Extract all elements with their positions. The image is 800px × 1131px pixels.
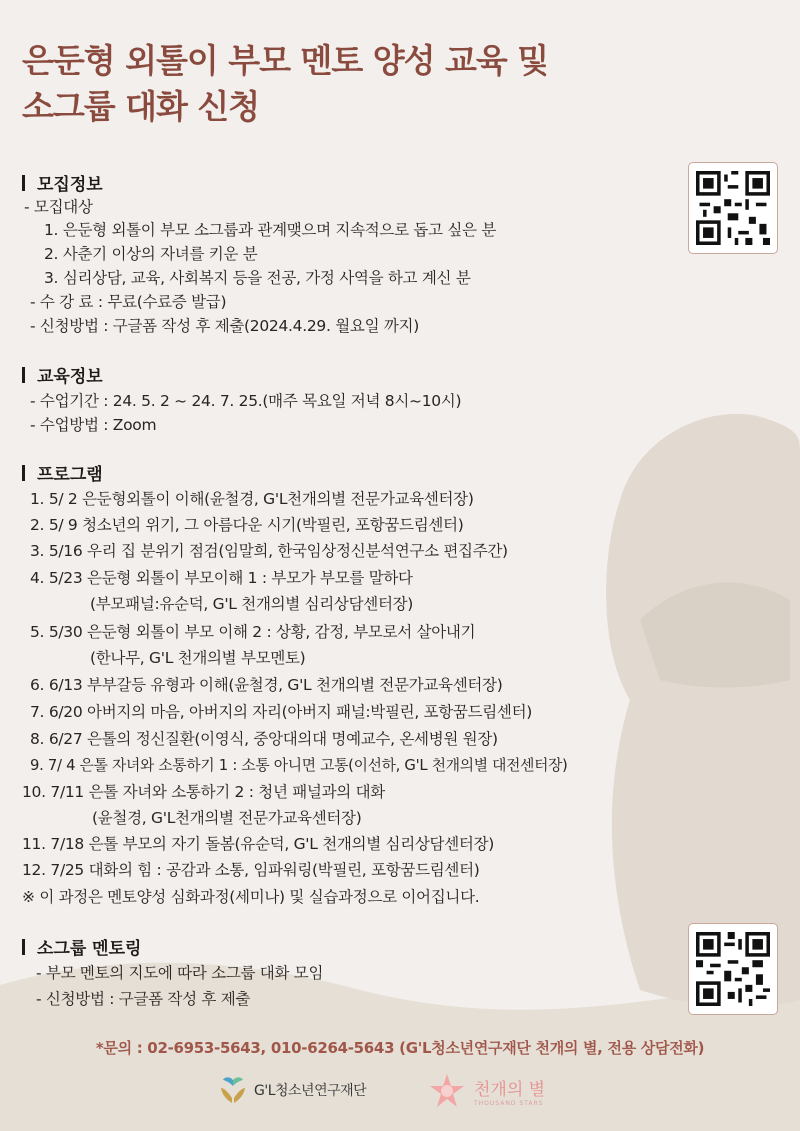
program-heading: [22, 460, 103, 485]
thousand-stars-logo: [428, 1072, 545, 1110]
recruit-apply: - 신청방법 : 구글폼 작성 후 제출(2024.4.29. 월요일 까지): [30, 317, 419, 335]
title-line-2: 소그룹 대화 신청: [22, 87, 260, 126]
program-item: 1. 5/ 2 은둔형외톨이 이해(윤철경, G'L천개의별 전문가교육센터장): [30, 490, 474, 508]
title-line-1: 은둔형 외톨이 부모 멘토 양성 교육 및: [22, 41, 549, 80]
qr-code-icon: [696, 932, 770, 1006]
program-item-detail: (부모패널:유순덕, G'L 천개의별 심리상담센터장): [90, 595, 414, 613]
mentoring-heading-text: 소그룹 멘토링: [37, 939, 142, 959]
program-item: 6. 6/13 부부갈등 유형과 이해(윤철경, G'L 천개의별 전문가교육센터장): [30, 676, 503, 694]
program-item: 3. 5/16 우리 집 분위기 점검(임말희, 한국임상정신분석연구소 편집주간): [30, 542, 508, 560]
page-title: [22, 38, 722, 130]
heading-bar: [22, 367, 25, 383]
recruit-target-3: 3. 심리상담, 교육, 사회복지 등을 전공, 가정 사역을 하고 계신 분: [44, 269, 471, 287]
hands-leaf-icon: [218, 1076, 248, 1104]
program-item: 8. 6/27 은톨의 정신질환(이영식, 중앙대의대 명예교수, 온세병원 원장): [30, 730, 498, 748]
mentoring-heading: [22, 934, 141, 959]
program-item: 4. 5/23 은둔형 외톨이 부모이해 1 : 부모가 부모를 말하다: [30, 569, 413, 587]
star-icon: [428, 1072, 466, 1110]
education-heading-text: 교육정보: [37, 367, 103, 387]
qr-code-recruit[interactable]: [688, 162, 778, 254]
program-item: 5. 5/30 은둔형 외톨이 부모 이해 2 : 상황, 감정, 부모로서 살아내기: [30, 623, 476, 641]
mentoring-line: - 신청방법 : 구글폼 작성 후 제출: [36, 990, 251, 1008]
contact-info: *문의 : 02-6953-5643, 010-6264-5643 (G'L청소년연구재단 천개의 별, 전용 상담전화): [95, 1039, 705, 1057]
foundation-name: G'L청소년연구재단: [254, 1083, 367, 1099]
heading-bar: [22, 175, 25, 191]
program-heading-text: 프로그램: [37, 465, 103, 485]
education-period: - 수업기간 : 24. 5. 2 ~ 24. 7. 25.(매주 목요일 저녁 8시~10시): [30, 392, 462, 410]
program-item: 2. 5/ 9 청소년의 위기, 그 아름다운 시기(박필린, 포항꿈드림센터): [30, 516, 464, 534]
qr-code-mentoring[interactable]: [688, 923, 778, 1015]
recruit-target-label: - 모집대상: [24, 198, 93, 216]
program-item: 9. 7/ 4 은톨 자녀와 소통하기 1 : 소통 아니면 고통(이선하, G'L 천개의별 대전센터장): [30, 757, 568, 774]
recruit-target-1: 1. 은둔형 외톨이 부모 소그룹과 관계맺으며 지속적으로 돕고 싶은 분: [44, 221, 497, 239]
heading-bar: [22, 465, 25, 481]
education-method: - 수업방법 : Zoom: [30, 416, 157, 434]
woman-illustration: [606, 414, 800, 1007]
mentoring-line: - 부모 멘토의 지도에 따라 소그룹 대화 모임: [36, 964, 324, 982]
program-note: ※ 이 과정은 멘토양성 심화과정(세미나) 및 실습과정으로 이어집니다.: [22, 888, 480, 906]
program-item: 11. 7/18 은톨 부모의 자기 돌봄(유순덕, G'L 천개의별 심리상담센터장): [22, 835, 494, 853]
program-item-detail: (한나무, G'L 천개의별 부모멘토): [90, 649, 306, 667]
recruit-fee: - 수 강 료 : 무료(수료증 발급): [30, 293, 227, 311]
recruit-heading: [22, 170, 103, 195]
recruit-target-2: 2. 사춘기 이상의 자녀를 키운 분: [44, 245, 258, 263]
program-item: 10. 7/11 은톨 자녀와 소통하기 2 : 청년 패널과의 대화: [22, 783, 385, 801]
education-heading: [22, 362, 103, 387]
foundation-logo: [218, 1076, 366, 1104]
thousand-stars-name: 천개의 별: [474, 1080, 546, 1100]
program-item: 12. 7/25 대화의 힘 : 공감과 소통, 임파워링(박필린, 포항꿈드림센터): [22, 861, 480, 879]
recruit-heading-text: 모집정보: [37, 175, 103, 195]
heading-bar: [22, 939, 25, 955]
qr-code-icon: [696, 171, 770, 245]
program-item: 7. 6/20 아버지의 마음, 아버지의 자리(아버지 패널:박필린, 포항꿈드림센터): [30, 703, 533, 721]
program-item-detail: (윤철경, G'L천개의별 전문가교육센터장): [92, 809, 362, 827]
thousand-stars-subtitle: THOUSAND STARS: [474, 1100, 544, 1107]
